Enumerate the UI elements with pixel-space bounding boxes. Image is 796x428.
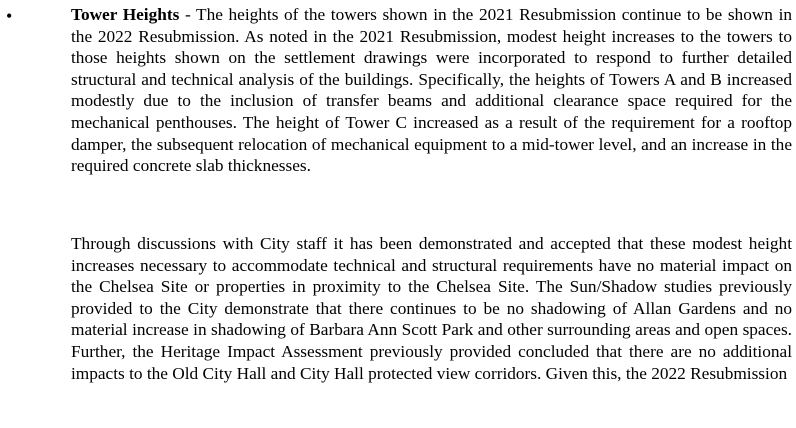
paragraph-text: - The heights of the towers shown in the 2021 Resubmission continue to be shown in the 2022 Resubmission. As noted in the 2021 Resubmission, modest height increases to the towers to those heights shown on the settlement drawings were incorporated to respond to further detailed structural and technical analysis of the buildings. Specifically, the heights of Towers A and B increased modestly due to the inclusion of transfer beams and additional clearance space required for the mechanical penthouses. The height of Tower C increased as a result of the requirement for a rooftop damper, the subsequent relocation of mechanical equipment to a mid-tower level, and an increase in the required concrete slab thicknesses. (71, 5, 793, 176)
city-staff-paragraph: Through discussions with City staff it has been demonstrated and accepted that these modest height increases necessary to accommodate technical and structural requirements have no material impact on the Chelsea Site or properties in proximity to the Chelsea Site. The Sun/Shadow studies previously provided to the City demonstrate that there continues to be no shadowing of Allan Gardens and no material increase in shadowing of Barbara Ann Scott Park and other surrounding areas and open spaces. Further, the Heritage Impact Assessment previously provided concluded that there are no additional impacts to the Old City Hall and City Hall protected view corridors. Given this, the 2022 Resubmission (71, 234, 792, 383)
tower-heights-paragraph (71, 4, 792, 177)
section-heading: Tower Heights (71, 5, 180, 24)
bullet-point: • (6, 6, 13, 26)
